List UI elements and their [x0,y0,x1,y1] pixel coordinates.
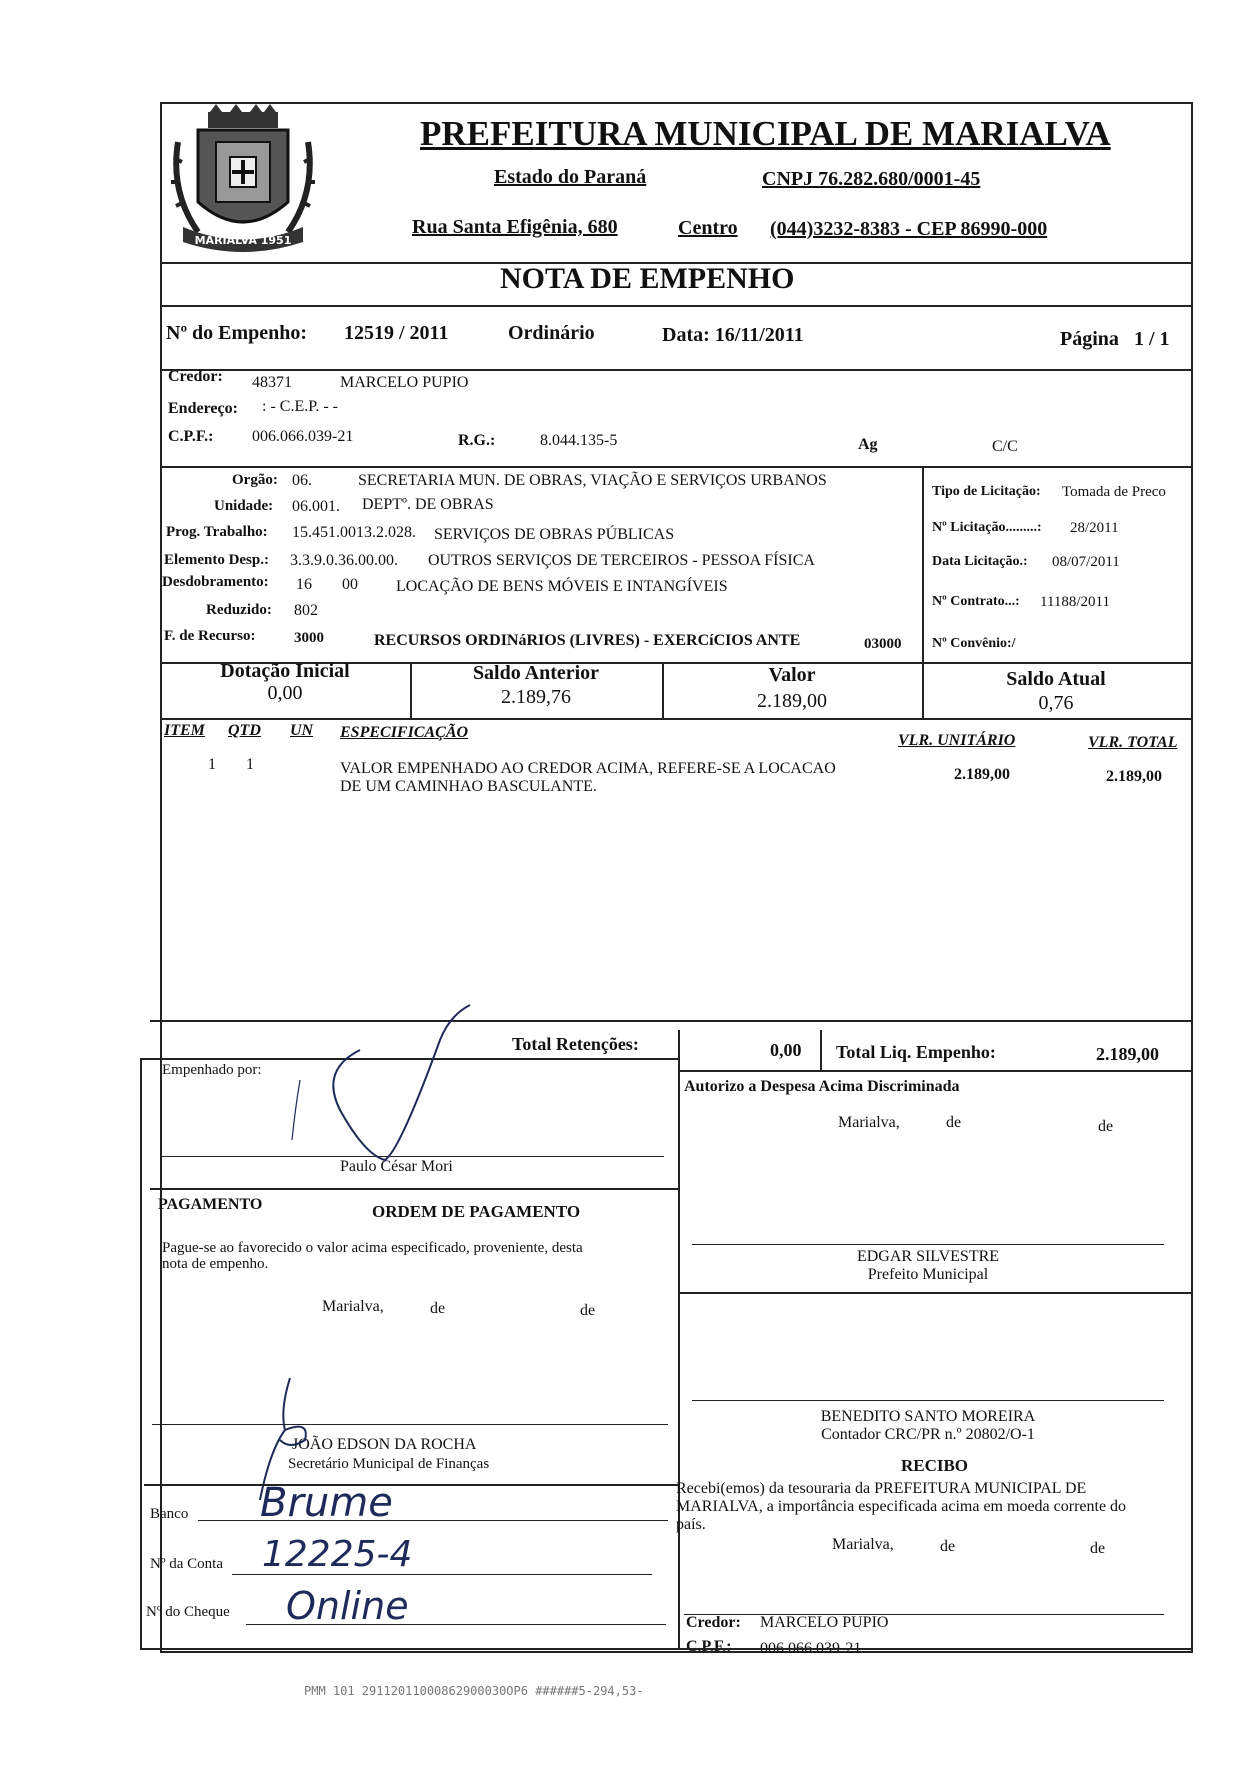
autorizo-label: Autorizo a Despesa Acima Discriminada [684,1078,960,1095]
unidade-code: 06.001. [292,498,340,515]
prog-desc: SERVIÇOS DE OBRAS PÚBLICAS [434,526,675,543]
page-title: PREFEITURA MUNICIPAL DE MARIALVA [420,114,1111,153]
elem-code: 3.3.9.0.36.00.00. [290,552,398,569]
licitacao-data-label: Data Licitação.: [932,554,1028,569]
autorizo-city: Marialva, [838,1114,900,1131]
recibo-line3: país. [676,1516,706,1533]
recibo-title: RECIBO [900,1456,969,1475]
recurso-code2: 03000 [864,636,902,652]
autorizo-de1: de [946,1114,962,1131]
conta-label: Nº da Conta [150,1556,223,1572]
valor-label: Valor [768,664,816,686]
elem-label: Elemento Desp.: [164,552,269,568]
col-qtd: QTD [228,722,261,739]
district: Centro [678,217,738,239]
page-label: Página [1060,328,1119,350]
recibo-de1: de [940,1538,956,1555]
autorizo-signer: EDGAR SILVESTRE [856,1248,1000,1265]
saldo-atual-value: 0,76 [1038,692,1074,714]
valor-value: 2.189,00 [757,690,827,712]
empenho-number-label: Nº do Empenho: [166,322,308,344]
cc-label: C/C [992,438,1018,455]
orgao-desc: SECRETARIA MUN. DE OBRAS, VIAÇÃO E SERVIÇOS URBANOS [358,472,827,489]
banco-label: Banco [150,1506,189,1522]
rg-value: 8.044.135-5 [540,432,618,449]
empenhado-label: Empenhado por: [162,1062,262,1078]
crest-logo [168,102,318,262]
prog-label: Prog. Trabalho: [166,524,268,540]
item-qtd: 1 [246,756,254,773]
orgao-label: Orgão: [232,472,278,488]
ag-label: Ag [858,436,878,453]
licitacao-data: 08/07/2011 [1052,554,1120,570]
empenhado-signer: Paulo César Mori [340,1158,453,1175]
recibo-credor-label: Credor: [686,1614,741,1631]
footer-code: PMM 101 29112011000862900030OP6 ######5-294,53- [304,1684,644,1698]
licitacao-tipo: Tomada de Preco [1062,484,1166,500]
recibo-de2: de [1090,1540,1106,1557]
saldo-anterior-value: 2.189,76 [501,686,571,708]
col-item: ITEM [164,722,205,739]
total-liq-label: Total Liq. Empenho: [836,1042,996,1062]
prog-code: 15.451.0013.2.028. [292,524,416,541]
unidade-desc: DEPTº. DE OBRAS [362,496,494,513]
unidade-label: Unidade: [214,498,274,514]
endereco-label: Endereço: [168,400,238,417]
recurso-desc: RECURSOS ORDINáRIOS (LIVRES) - EXERCíCIOS ANTE [374,632,801,649]
item-number: 1 [208,756,216,773]
licitacao-tipo-label: Tipo de Licitação: [932,484,1041,499]
pagamento-text1: Pague-se ao favorecido o valor acima especificado, proveniente, desta [162,1240,583,1256]
empenho-date: Data: 16/11/2011 [662,324,804,346]
phone-cep: (044)3232-8383 - CEP 86990-000 [770,218,1048,240]
licitacao-num-label: Nº Licitação.........: [932,520,1042,535]
item-unit-value: 2.189,00 [954,766,1010,783]
conta-handwritten: 12225-4 [262,1534,413,1575]
pagamento-city: Marialva, [322,1298,384,1315]
col-un: UN [290,722,314,739]
cpf-label: C.P.F.: [168,428,214,445]
dotacao-label: Dotação Inicial [220,660,350,682]
empenho-number: 12519 / 2011 [344,322,449,344]
dotacao-value: 0,00 [267,682,303,704]
autorizo-de2: de [1098,1118,1114,1135]
state: Estado do Paraná [494,166,647,188]
cheque-label: Nº do Cheque [146,1604,230,1620]
item-desc-line1: VALOR EMPENHADO AO CREDOR ACIMA, REFERE-SE A LOCACAO [340,760,836,777]
pagamento-de2: de [580,1302,596,1319]
desd-code1: 16 [296,576,312,593]
total-retencoes-value: 0,00 [770,1040,802,1060]
crest-banner-text: MARIALVA 1951 [194,234,292,247]
total-liq-value: 2.189,00 [1096,1044,1159,1064]
licitacao-num: 28/2011 [1070,520,1119,536]
contrato-label: Nº Contrato...: [932,594,1020,609]
col-especificacao: ESPECIFICAÇÃO [340,724,469,741]
contrato-value: 11188/2011 [1040,594,1110,610]
recibo-credor: MARCELO PUPIO [760,1614,889,1631]
desd-desc: LOCAÇÃO DE BENS MÓVEIS E INTANGÍVEIS [396,578,728,595]
cnpj: CNPJ 76.282.680/0001-45 [762,168,981,190]
recibo-cpf-label: C.P.F.: [686,1638,732,1655]
recibo-line1: Recebi(emos) da tesouraria da PREFEITURA MUNICIPAL DE [676,1480,1087,1497]
pagamento-text2: nota de empenho. [162,1256,269,1272]
orgao-code: 06. [292,472,312,489]
reduzido-value: 802 [294,602,318,619]
pagamento-de1: de [430,1300,446,1317]
total-retencoes-label: Total Retenções: [512,1034,639,1054]
cheque-handwritten: Online [286,1584,409,1628]
page-number: 1 / 1 [1134,328,1170,350]
banco-handwritten: Brume [260,1480,393,1526]
recurso-label: F. de Recurso: [164,628,256,644]
recibo-cpf: 006.066.039-21 [760,1640,862,1657]
ordem-pagamento: ORDEM DE PAGAMENTO [372,1202,581,1221]
document-title: NOTA DE EMPENHO [500,262,795,295]
credor-name: MARCELO PUPIO [340,374,469,391]
saldo-anterior-label: Saldo Anterior [472,662,600,684]
recibo-city: Marialva, [832,1536,894,1553]
convenio-label: Nº Convênio:/ [932,636,1016,651]
desd-code2: 00 [342,576,358,593]
pagamento-role: Secretário Municipal de Finanças [288,1456,490,1472]
empenho-type: Ordinário [508,322,595,344]
endereco-value: : - C.E.P. - - [262,398,338,415]
col-vlr-total: VLR. TOTAL [1088,734,1178,751]
item-desc-line2: DE UM CAMINHAO BASCULANTE. [340,778,597,795]
autorizo-role: Prefeito Municipal [867,1266,989,1283]
cpf-value: 006.066.039-21 [252,428,354,445]
pagamento-label: PAGAMENTO [158,1196,263,1213]
item-total-value: 2.189,00 [1106,768,1162,785]
saldo-atual-label: Saldo Atual [1006,668,1106,690]
col-vlr-unitario: VLR. UNITÁRIO [898,732,1016,749]
contador-role: Contador CRC/PR n.º 20802/O-1 [821,1426,1035,1443]
empenhado-signature [280,1000,500,1180]
credor-code: 48371 [252,374,292,391]
elem-desc: OUTROS SERVIÇOS DE TERCEIROS - PESSOA FÍSICA [428,552,815,569]
address: Rua Santa Efigênia, 680 [412,216,618,238]
recibo-line2: MARIALVA, a importância especificada acima em moeda corrente do [676,1498,1127,1515]
rg-label: R.G.: [458,432,496,449]
contador-signer: BENEDITO SANTO MOREIRA [820,1408,1036,1425]
desd-label: Desdobramento: [162,574,269,590]
credor-label: Credor: [168,368,223,385]
recurso-code: 3000 [294,630,324,646]
pagamento-signer: JOÃO EDSON DA ROCHA [292,1436,477,1453]
reduzido-label: Reduzido: [206,602,272,618]
